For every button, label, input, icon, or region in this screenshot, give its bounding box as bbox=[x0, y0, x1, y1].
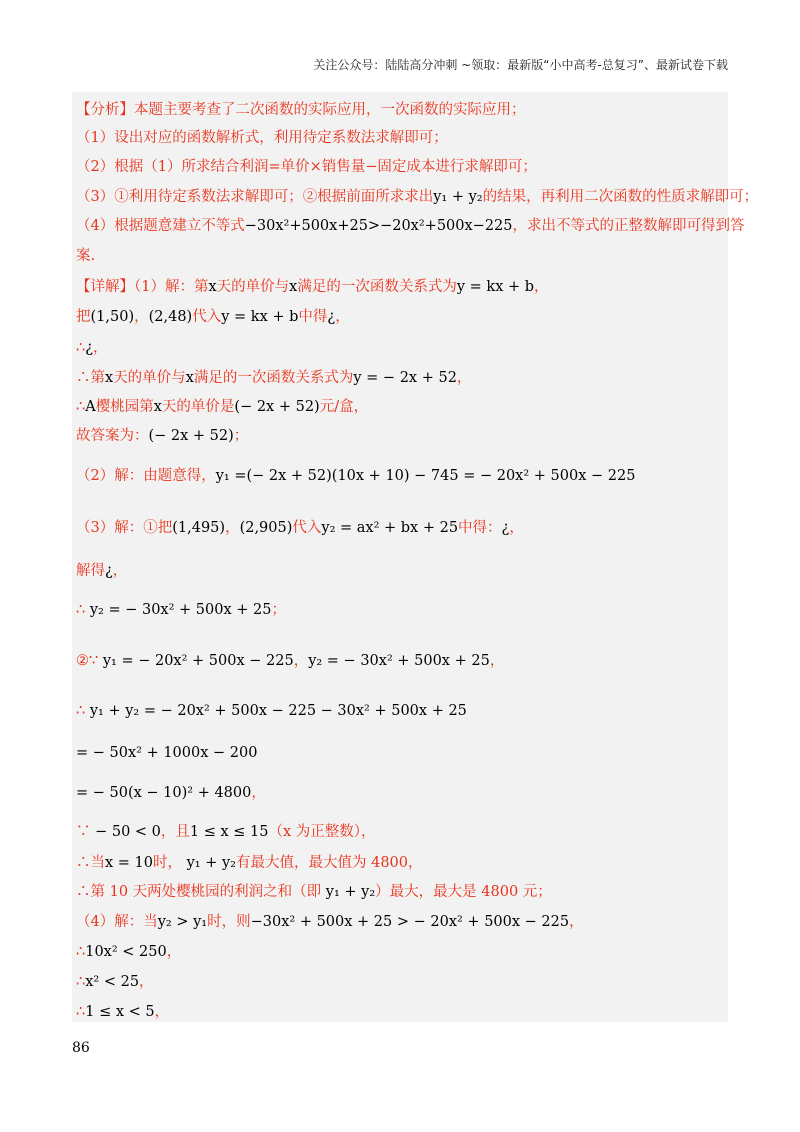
line-text: 时， bbox=[153, 855, 182, 871]
line-text: 把 bbox=[76, 309, 91, 325]
math-expression: (1,50) bbox=[90, 309, 135, 325]
solution-line bbox=[76, 561, 127, 581]
line-text: 代入 bbox=[292, 520, 322, 536]
math-expression: A bbox=[85, 399, 96, 415]
line-text: （4）解：当 bbox=[76, 914, 158, 930]
page-header: 关注公众号：陆陆高分冲刺 ~领取：最新版“小中高考-总复习”、最新试卷下载 bbox=[313, 58, 728, 72]
line-text: ）最大，最大是 4800 元； bbox=[375, 884, 552, 900]
line-text: ∴ bbox=[76, 340, 86, 356]
line-text: ， bbox=[293, 653, 309, 669]
math-expression: y₁ =(− 2x + 52)(10x + 10) − 745 = − 20x² + 500x − 225 bbox=[215, 468, 636, 484]
line-text: ， bbox=[251, 785, 266, 801]
line-text: ， bbox=[154, 1004, 170, 1020]
solution-line bbox=[76, 466, 635, 486]
solution-line bbox=[76, 216, 745, 236]
solution-line bbox=[76, 701, 467, 721]
line-text: ，且 bbox=[160, 824, 190, 840]
line-text: ， bbox=[139, 974, 154, 990]
line-text: ∴ bbox=[76, 602, 86, 618]
math-expression: (− 2x + 52) bbox=[234, 399, 320, 415]
math-expression: y₂ > y₁ bbox=[157, 914, 208, 930]
math-expression: = − 50x² + 1000x − 200 bbox=[76, 745, 258, 761]
line-text: 满足的一次函数关系式为 bbox=[193, 370, 354, 386]
math-expression: y₂ = − 30x² + 500x + 25 bbox=[85, 602, 272, 618]
solution-line bbox=[76, 277, 549, 297]
math-expression: y₁ = − 20x² + 500x − 225 bbox=[98, 653, 294, 669]
math-expression: − 50 < 0 bbox=[90, 824, 161, 840]
line-text: ， bbox=[335, 309, 350, 325]
line-text: 代入 bbox=[192, 309, 222, 325]
line-text: 【分析】本题主要考查了二次函数的实际应用，一次函数的实际应用； bbox=[76, 102, 526, 118]
solution-line bbox=[76, 942, 181, 962]
math-expression: x = 10 bbox=[105, 855, 153, 871]
solution-line bbox=[76, 743, 257, 763]
line-text: ； bbox=[233, 428, 249, 444]
line-text: 的结果，再利用二次函数的性质求解即可； bbox=[482, 189, 759, 205]
solution-line bbox=[76, 397, 368, 417]
math-expression: (2,905) bbox=[239, 520, 293, 536]
math-expression: (1,495) bbox=[172, 520, 226, 536]
line-text: （1）设出对应的函数解析式，利用待定系数法求解即可； bbox=[76, 130, 448, 146]
solution-line bbox=[76, 157, 537, 177]
math-expression: −30x² + 500x + 25 > − 20x² + 500x − 225 bbox=[250, 914, 570, 930]
math-expression: = − 50(x − 10)² + 4800 bbox=[76, 785, 252, 801]
line-text: ∴第 10 天两处樱桃园的利润之和（即 bbox=[76, 884, 322, 900]
line-text: （2）根据（1）所求结合利润=单价×销售量−固定成本进行求解即可； bbox=[76, 159, 537, 175]
line-text: ， bbox=[112, 563, 128, 579]
line-text: （2）解：由题意得， bbox=[76, 468, 216, 484]
math-expression: y₂ = ax² + bx + 25 bbox=[321, 520, 459, 536]
math-expression: (− 2x + 52) bbox=[148, 428, 234, 444]
solution-line bbox=[76, 853, 423, 873]
math-expression: x bbox=[208, 279, 217, 295]
math-expression: x² < 25 bbox=[85, 974, 140, 990]
line-text: 天的单价与 bbox=[216, 279, 290, 295]
line-text: ，求出不等式的正整数解即可得到答 bbox=[512, 218, 745, 234]
math-expression: ¿ bbox=[501, 520, 510, 536]
line-text: ∴ bbox=[76, 1004, 86, 1020]
solution-line bbox=[76, 368, 471, 388]
line-text: ∴ bbox=[76, 703, 86, 719]
solution-line bbox=[76, 822, 376, 842]
line-text: 解得 bbox=[76, 563, 105, 579]
line-text: ∵ bbox=[76, 824, 91, 840]
math-expression: x bbox=[105, 370, 114, 386]
math-expression: 1 ≤ x < 5 bbox=[85, 1004, 155, 1020]
line-text: （x 为正整数）， bbox=[268, 824, 376, 840]
line-text: 中得 bbox=[298, 309, 328, 325]
page-number: 86 bbox=[72, 1040, 90, 1056]
line-text: ， bbox=[166, 944, 182, 960]
math-expression: −30x²+500x+25>−20x²+500x−225 bbox=[244, 218, 513, 234]
math-expression: 10x² < 250 bbox=[85, 944, 167, 960]
solution-line bbox=[76, 100, 526, 120]
line-text: 樱桃园第 bbox=[95, 399, 154, 415]
solution-line bbox=[76, 882, 552, 902]
line-text: ∴当 bbox=[76, 855, 105, 871]
solution-line bbox=[76, 187, 758, 207]
line-text: ， bbox=[569, 914, 584, 930]
line-text: ②∵ bbox=[76, 653, 99, 669]
line-text: 【详解】（1）解：第 bbox=[76, 279, 209, 295]
line-text: 有最大值，最大值为 4800， bbox=[236, 855, 423, 871]
math-expression: y₁ + y₂ bbox=[433, 189, 483, 205]
math-expression: 1 ≤ x ≤ 15 bbox=[189, 824, 269, 840]
math-expression: x bbox=[153, 399, 162, 415]
line-text: 中得： bbox=[458, 520, 502, 536]
solution-line bbox=[76, 972, 154, 992]
math-expression: y₁ + y₂ bbox=[321, 884, 376, 900]
math-expression: y = − 2x + 52 bbox=[353, 370, 457, 386]
line-text: ， bbox=[489, 653, 505, 669]
solution-line bbox=[76, 128, 448, 148]
line-text: 满足的一次函数关系式为 bbox=[297, 279, 457, 295]
solution-line bbox=[76, 426, 248, 446]
line-text: ∴ bbox=[76, 974, 86, 990]
line-text: ， bbox=[456, 370, 472, 386]
solution-line bbox=[76, 246, 95, 266]
solution-line bbox=[76, 912, 584, 932]
line-text: ， bbox=[134, 309, 149, 325]
line-text: （4）根据题意建立不等式 bbox=[76, 218, 245, 234]
line-text: ∴第 bbox=[76, 370, 105, 386]
line-text: 案. bbox=[76, 248, 96, 264]
math-expression: x bbox=[185, 370, 194, 386]
line-text: 故答案为： bbox=[76, 428, 149, 444]
solution-line bbox=[76, 518, 524, 538]
math-expression: y₁ + y₂ = − 20x² + 500x − 225 − 30x² + 500x + 25 bbox=[85, 703, 467, 719]
line-text: 天的单价与 bbox=[113, 370, 186, 386]
line-text: ， bbox=[534, 279, 549, 295]
math-expression: y₂ = − 30x² + 500x + 25 bbox=[308, 653, 490, 669]
math-expression: (2,48) bbox=[148, 309, 193, 325]
line-text: ， bbox=[509, 520, 524, 536]
line-text: 天的单价是 bbox=[161, 399, 235, 415]
line-text: （3）解：①把 bbox=[76, 520, 173, 536]
solution-line bbox=[76, 600, 286, 620]
solution-line bbox=[76, 783, 266, 803]
math-expression: ¿ bbox=[327, 309, 336, 325]
line-text: ， bbox=[225, 520, 240, 536]
solution-line bbox=[76, 307, 350, 327]
math-expression: y = kx + b bbox=[456, 279, 535, 295]
solution-line bbox=[76, 651, 504, 671]
line-text: 元/盒， bbox=[319, 399, 369, 415]
math-expression: x bbox=[289, 279, 298, 295]
line-text: ； bbox=[271, 602, 286, 618]
line-text: ∴ bbox=[76, 944, 86, 960]
solution-line bbox=[76, 338, 108, 358]
math-expression: ¿ bbox=[85, 340, 94, 356]
math-expression: y₁ + y₂ bbox=[182, 855, 236, 871]
line-text: ， bbox=[93, 340, 108, 356]
line-text: ∴ bbox=[76, 399, 86, 415]
line-text: （3）①利用待定系数法求解即可；②根据前面所求求出 bbox=[76, 189, 434, 205]
math-expression: y = kx + b bbox=[221, 309, 299, 325]
line-text: 时，则 bbox=[207, 914, 251, 930]
math-expression: ¿ bbox=[105, 563, 113, 579]
solution-line bbox=[76, 1002, 169, 1022]
